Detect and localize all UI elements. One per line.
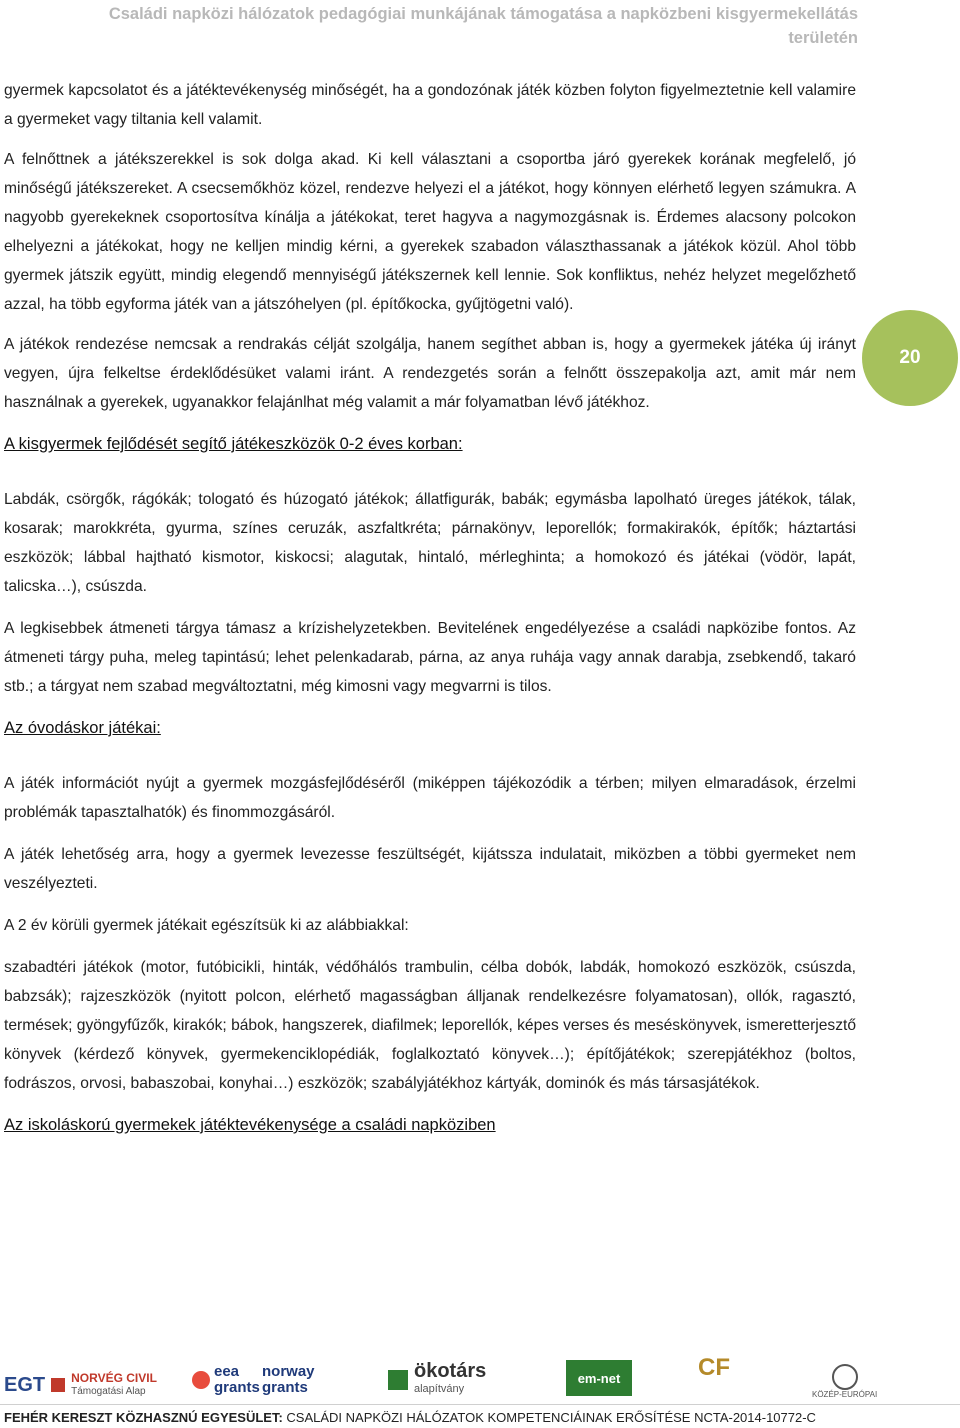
okotars-icon <box>388 1370 408 1390</box>
header-line-1: Családi napközi hálózatok pedagógiai munkájának támogatása a napközbeni kisgyermekellátás <box>108 5 858 23</box>
eea-text: eea <box>214 1363 240 1380</box>
paragraph-3: A játékok rendezése nemcsak a rendrakás célját szolgálja, hanem segíthet abban is, hogy a gyermekek játéka új irányt vegyen, újra felkeltse érdeklődésüket valami iránt. A rendezgetés során a felnőtt összepakolja azt, amit már nem használnak a gyerekek, ugyanakkor felajánlhat még valamit a már folyamatban lévő játékhoz. <box>4 336 856 411</box>
cf-text: CF <box>698 1354 730 1381</box>
paragraph-outdoor-toys: szabadtéri játékok (motor, futóbicikli, hinták, védőhálós trambulin, célba dobók, labdák, homokozó eszközök, csúszda, babzsák); rajzeszközök (nyitott polcon, elérhető magasságban álljanak rendelkezésre folyamatosan), ollók, ragasztó, termések; gyöngyfűzők, kirakók; bábok, hangszerek, diafilmek; leporellók, képes verses és meséskönyvek, ismeretterjesztő könyvek (kérdező könyvek, gyermekenciklopédiák, foglalkoztató könyvek…); építőjátékok; szerepjátékhoz (boltos, fodrászos, orvosi, babaszobai, konyhai…) eszközök; szabályjátékhoz kártyák, dominók és más társasjátékok. <box>4 959 856 1092</box>
norway-grants-text: grants <box>262 1379 308 1396</box>
flag-icon <box>51 1378 65 1392</box>
emnet-logo <box>566 1360 632 1396</box>
eea-grants-text: grants <box>214 1379 260 1396</box>
section-heading-preschool: Az óvodáskor játékai: <box>4 719 161 737</box>
eea-grants-logo <box>192 1364 260 1396</box>
norway-grants-logo <box>262 1364 315 1396</box>
okotars-text: ökotárs <box>414 1360 487 1382</box>
footer-divider <box>0 1404 960 1405</box>
header-line-2: területén <box>788 29 858 47</box>
paragraph-transitional-object: A legkisebbek átmeneti tárgya támasz a krízishelyzetekben. Bevitelének engedélyezése a családi napközibe fontos. Az átmeneti tárgy puha, meleg tapintású; lehet pelenkadarab, párna, az anya ruhája vagy annak darabja, zsebkendő, takaró stb.; a tárgyat nem szabad megváltoztatni, még kimosni vagy megvarrni is tilos. <box>4 620 856 695</box>
kpp-text: KÖZÉP-EURÓPAI <box>812 1390 878 1399</box>
document-body <box>4 76 856 1140</box>
okotars-logo <box>388 1362 486 1398</box>
paragraph-toys-list: Labdák, csörgők, rágókák; tologató és húzogató játékok; állatfigurák, babák; egymásba lapolható üreges játékok, tálak, kosarak; marokkréta, gyurma, színes ceruzák, aszfaltkréta; párnakönyv, leporellók; formakirakók, építők; háztartási eszközök; lábbal hajtható kismotor, kiskocsi; alagutak, hintaló, mérleghinta; a homokozó és játékai (vödör, lapát, talicska…), csúszda. <box>4 491 856 595</box>
eea-icon <box>192 1371 210 1389</box>
running-header <box>0 0 960 60</box>
cf-logo <box>698 1354 730 1382</box>
emblem-icon <box>832 1364 858 1390</box>
paragraph-information: A játék információt nyújt a gyermek mozgásfejlődéséről (miképpen tájékozódik a térben; milyen elmaradások, érzelmi problémák tapasztalhatók) és finommozgásáról. <box>4 775 856 821</box>
footer-organization: FEHÉR KERESZT KÖZHASZNÚ EGYESÜLET: <box>4 1410 283 1425</box>
footer-project: CSALÁDI NAPKÖZI HÁLÓZATOK KOMPETENCIÁINAK ERŐSÍTÉSE NCTA-2014-10772-C <box>282 1410 816 1425</box>
page-number-badge <box>862 310 958 406</box>
page-number: 20 <box>899 347 921 368</box>
section-heading-school-age: Az iskoláskorú gyermekek játéktevékenysége a családi napköziben <box>4 1116 496 1134</box>
norveg-civil-text: NORVÉG CIVIL <box>71 1371 157 1385</box>
paragraph-tension: A játék lehetőség arra, hogy a gyermek levezesse feszültségét, kijátssza indulatait, miközben a többi gyermeket nem veszélyezteti. <box>4 846 856 892</box>
kpp-logo <box>812 1364 877 1399</box>
footer <box>4 1410 960 1428</box>
paragraph-1: gyermek kapcsolatot és a játéktevékenység minőségét, ha a gondozónak játék közben folyton figyelmeztetnie kell valamire a gyermeket vagy tiltania kell valamit. <box>4 82 856 128</box>
section-heading-0-2: A kisgyermek fejlődését segítő játékeszközök 0-2 éves korban: <box>4 435 463 453</box>
egt-logo <box>4 1372 157 1398</box>
okotars-subtext: alapítvány <box>414 1383 465 1395</box>
norway-text: norway <box>262 1363 315 1380</box>
paragraph-2: A felnőttnek a játékszerekkel is sok dolga akad. Ki kell választani a csoportba járó gyerekek korának megfelelő, jó minőségű játékszereket. A csecsemőkhöz közel, rendezve helyezi el a játékot, hogy könnyen elérhető legyen számukra. A nagyobb gyerekeknek csoportosítva kínálja a játékokat, teret hagyva a nagymozgásnak is. Érdemes alacsony polcokon elhelyezni a játékokat, hogy ne kelljen mindig kérni, a gyerekek szabadon választhassanak a játékok közül. Ahol több gyermek játszik együtt, mindig elegendő mennyiségű játékszernek kell lennie. Sok konfliktus, nehéz helyzet megelőzhető azzal, ha több egyforma játék van a játszóhelyen (pl. építőkocka, gyűjtögetni való). <box>4 151 856 313</box>
emnet-text: em-net <box>566 1360 632 1396</box>
paragraph-2-years: A 2 év körüli gyermek játékait egészítsük ki az alábbiakkal: <box>4 917 409 934</box>
norveg-civil-subtext: Támogatási Alap <box>71 1386 146 1397</box>
egt-text: EGT <box>4 1373 46 1396</box>
